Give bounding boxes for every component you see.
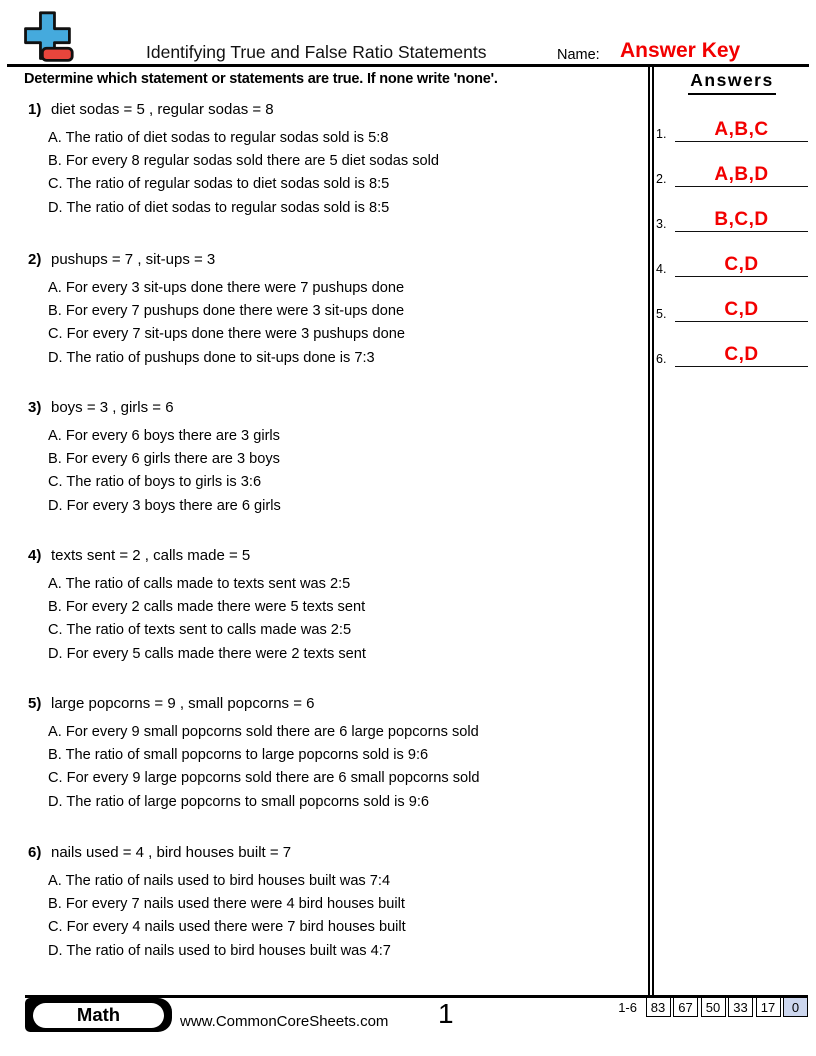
answer-number: 6.: [656, 352, 667, 366]
question-options: [48, 573, 640, 666]
question-number: 4): [28, 547, 42, 564]
question-header: [28, 398, 640, 417]
score-cell: 33: [728, 997, 753, 1017]
answer-number: 4.: [656, 262, 667, 276]
score-cell: 50: [701, 997, 726, 1017]
question-header: [28, 546, 640, 565]
instruction-text: Determine which statement or statements are true. If none write 'none'.: [24, 71, 498, 87]
option-c: C. For every 4 nails used there were 7 bird houses built: [48, 919, 406, 936]
option-d: D. For every 3 boys there are 6 girls: [48, 497, 281, 514]
score-cell-zero: 0: [783, 997, 808, 1017]
answer-blank-line: [675, 299, 808, 322]
option-b: B. For every 7 nails used there were 4 bird houses built: [48, 896, 405, 913]
option-a: A. The ratio of diet sodas to regular sodas sold is 5:8: [48, 130, 389, 146]
question-options: [48, 870, 640, 963]
question-2: [28, 250, 640, 370]
answer-value: C,D: [724, 299, 759, 321]
question-header: [28, 694, 640, 713]
answer-number: 2.: [656, 172, 667, 186]
subject-badge: [25, 998, 172, 1032]
commoncoresheets-logo-icon: [18, 10, 76, 66]
option-a: A. For every 6 boys there are 3 girls: [48, 428, 280, 444]
minus-icon: [42, 48, 72, 60]
option-d: D. The ratio of diet sodas to regular sodas sold is 8:5: [48, 199, 390, 216]
question-6: [28, 843, 640, 963]
question-options: [48, 721, 640, 814]
option-b: B. For every 8 regular sodas sold there are 5 diet sodas sold: [48, 153, 439, 170]
header-divider: [7, 64, 809, 67]
answer-value: A,B,C: [714, 119, 769, 141]
option-c: C. The ratio of regular sodas to diet sodas sold is 8:5: [48, 176, 390, 193]
answer-blank-line: [675, 119, 808, 142]
answer-blank-line: [675, 164, 808, 187]
question-prompt: nails used = 4 , bird houses built = 7: [51, 844, 292, 861]
score-strip: [618, 997, 808, 1017]
option-b: B. The ratio of small popcorns to large popcorns sold is 9:6: [48, 747, 429, 764]
option-b: B. For every 2 calls made there were 5 texts sent: [48, 599, 366, 616]
question-header: [28, 250, 640, 269]
answer-blank-line: [675, 209, 808, 232]
question-number: 1): [28, 101, 42, 118]
option-a: A. For every 3 sit-ups done there were 7 pushups done: [48, 280, 405, 296]
question-5: [28, 694, 640, 814]
name-label: Name:: [557, 47, 600, 63]
question-prompt: pushups = 7 , sit-ups = 3: [51, 251, 216, 268]
option-c: C. The ratio of texts sent to calls made was 2:5: [48, 622, 352, 639]
answer-row-2: [656, 159, 808, 187]
page-number: 1: [438, 998, 454, 1029]
option-a: A. The ratio of nails used to bird houses built was 7:4: [48, 873, 391, 889]
question-1: [28, 100, 640, 220]
question-prompt: large popcorns = 9 , small popcorns = 6: [51, 695, 315, 712]
option-d: D. The ratio of nails used to bird houses built was 4:7: [48, 942, 391, 959]
score-range-label: 1-6: [618, 999, 637, 1015]
answer-blank-line: [675, 344, 808, 367]
answer-number: 3.: [656, 217, 667, 231]
question-options: [48, 425, 640, 518]
option-c: C. For every 7 sit-ups done there were 3 pushups done: [48, 326, 405, 343]
answer-value: A,B,D: [714, 164, 769, 186]
question-options: [48, 127, 640, 220]
answer-row-6: [656, 339, 808, 367]
question-header: [28, 843, 640, 862]
answer-row-4: [656, 249, 808, 277]
answer-value: C,D: [724, 344, 759, 366]
answer-value: B,C,D: [714, 209, 769, 231]
question-number: 6): [28, 844, 42, 861]
question-prompt: texts sent = 2 , calls made = 5: [51, 547, 251, 564]
option-d: D. For every 5 calls made there were 2 texts sent: [48, 645, 366, 662]
answer-blank-line: [675, 254, 808, 277]
question-3: [28, 398, 640, 518]
option-b: B. For every 6 girls there are 3 boys: [48, 451, 280, 468]
name-value-answer-key: Answer Key: [620, 39, 741, 62]
website-url: www.CommonCoreSheets.com: [180, 1013, 389, 1030]
question-4: [28, 546, 640, 666]
question-number: 5): [28, 695, 42, 712]
answer-row-1: [656, 114, 808, 142]
option-c: C. The ratio of boys to girls is 3:6: [48, 474, 262, 491]
option-b: B. For every 7 pushups done there were 3 sit-ups done: [48, 303, 405, 320]
question-prompt: boys = 3 , girls = 6: [51, 399, 174, 416]
question-number: 3): [28, 399, 42, 416]
question-options: [48, 277, 640, 370]
answer-value: C,D: [724, 254, 759, 276]
answers-title: Answers: [688, 70, 775, 95]
score-cell: 17: [756, 997, 781, 1017]
option-a: A. For every 9 small popcorns sold there are 6 large popcorns sold: [48, 724, 479, 740]
option-d: D. The ratio of pushups done to sit-ups done is 7:3: [48, 349, 375, 366]
answers-panel: [656, 70, 808, 384]
score-cell: 67: [673, 997, 698, 1017]
answer-number: 5.: [656, 307, 667, 321]
answer-number: 1.: [656, 127, 667, 141]
answer-row-5: [656, 294, 808, 322]
option-a: A. The ratio of calls made to texts sent was 2:5: [48, 576, 351, 592]
question-header: [28, 100, 640, 119]
question-prompt: diet sodas = 5 , regular sodas = 8: [51, 101, 274, 118]
score-cell: 83: [646, 997, 671, 1017]
option-c: C. For every 9 large popcorns sold there are 6 small popcorns sold: [48, 770, 480, 787]
answer-row-3: [656, 204, 808, 232]
option-d: D. The ratio of large popcorns to small popcorns sold is 9:6: [48, 793, 429, 810]
subject-badge-label: Math: [33, 1003, 164, 1028]
worksheet-title: Identifying True and False Ratio Statements: [146, 42, 487, 62]
question-number: 2): [28, 251, 42, 268]
answers-column-divider: [648, 67, 654, 995]
